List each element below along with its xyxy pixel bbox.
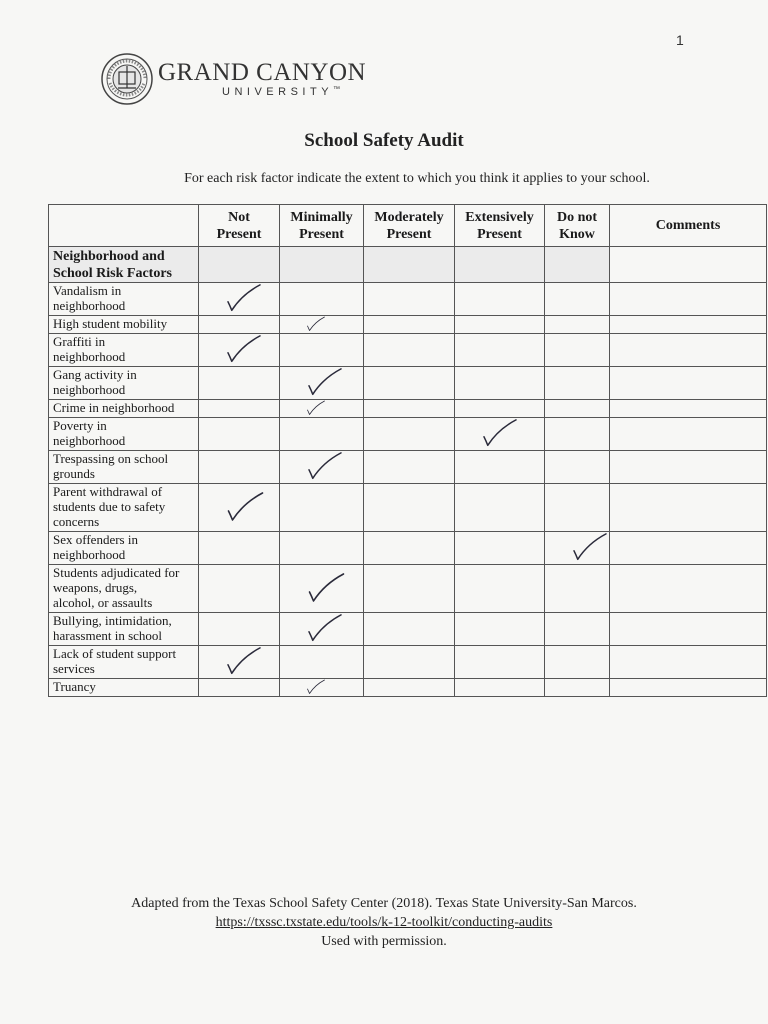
rating-cell[interactable] bbox=[280, 400, 364, 418]
rating-cell[interactable] bbox=[545, 316, 610, 334]
rating-cell[interactable] bbox=[455, 283, 545, 316]
rating-cell[interactable] bbox=[364, 400, 455, 418]
footer-source: Adapted from the Texas School Safety Center (2018). Texas State University-San Marcos. bbox=[131, 896, 637, 911]
risk-factor-label: Students adjudicated for weapons, drugs, alcohol, or assaults bbox=[49, 565, 199, 613]
checkmark-icon bbox=[571, 532, 609, 564]
rating-cell[interactable] bbox=[364, 565, 455, 613]
table-header-row bbox=[49, 205, 767, 247]
rating-cell[interactable] bbox=[280, 451, 364, 484]
checkmark-icon bbox=[225, 334, 263, 366]
rating-cell[interactable] bbox=[364, 418, 455, 451]
rating-cell[interactable] bbox=[280, 613, 364, 646]
safety-audit-table bbox=[48, 204, 767, 697]
rating-cell[interactable] bbox=[545, 451, 610, 484]
risk-factor-label: Vandalism in neighborhood bbox=[49, 283, 199, 316]
rating-cell[interactable] bbox=[199, 451, 280, 484]
rating-cell[interactable] bbox=[364, 367, 455, 400]
logo-sub: UNIVERSITY™ bbox=[222, 86, 341, 98]
rating-cell[interactable] bbox=[455, 646, 545, 679]
risk-factor-label: Crime in neighborhood bbox=[49, 400, 199, 418]
table-row bbox=[49, 532, 767, 565]
rating-cell[interactable] bbox=[280, 334, 364, 367]
rating-cell[interactable] bbox=[199, 283, 280, 316]
comments-cell[interactable] bbox=[610, 679, 767, 697]
university-logo bbox=[100, 52, 366, 106]
rating-cell[interactable] bbox=[545, 334, 610, 367]
rating-cell[interactable] bbox=[455, 484, 545, 532]
rating-cell[interactable] bbox=[280, 532, 364, 565]
rating-cell[interactable] bbox=[364, 451, 455, 484]
header-do-not-know: Do not Know bbox=[545, 205, 610, 247]
footer-link[interactable]: https://txssc.txstate.edu/tools/k-12-toolkit/conducting-audits bbox=[215, 915, 553, 930]
rating-cell[interactable] bbox=[545, 646, 610, 679]
rating-cell[interactable] bbox=[545, 613, 610, 646]
footer-citation bbox=[0, 894, 768, 951]
rating-cell[interactable] bbox=[199, 334, 280, 367]
table-row bbox=[49, 646, 767, 679]
rating-cell[interactable] bbox=[364, 679, 455, 697]
table-row bbox=[49, 283, 767, 316]
checkmark-icon bbox=[225, 283, 263, 315]
table-row bbox=[49, 451, 767, 484]
checkmark-icon bbox=[306, 679, 326, 696]
checkmark-icon bbox=[306, 451, 344, 483]
university-seal-icon bbox=[100, 52, 154, 106]
rating-cell[interactable] bbox=[545, 283, 610, 316]
comments-cell[interactable] bbox=[610, 334, 767, 367]
rating-cell[interactable] bbox=[545, 532, 610, 565]
risk-factor-label: Truancy bbox=[49, 679, 199, 697]
rating-cell[interactable] bbox=[545, 418, 610, 451]
checkmark-icon bbox=[306, 400, 326, 417]
checkmark-icon bbox=[306, 367, 344, 399]
risk-factor-label: Lack of student support services bbox=[49, 646, 199, 679]
checkmark-icon bbox=[225, 646, 263, 678]
rating-cell[interactable] bbox=[364, 316, 455, 334]
rating-cell[interactable] bbox=[455, 613, 545, 646]
comments-cell[interactable] bbox=[610, 418, 767, 451]
table-row bbox=[49, 565, 767, 613]
comments-cell[interactable] bbox=[610, 451, 767, 484]
checkmark-icon bbox=[481, 418, 519, 450]
header-minimally-present: Minimally Present bbox=[280, 205, 364, 247]
rating-cell[interactable] bbox=[455, 451, 545, 484]
rating-cell[interactable] bbox=[545, 484, 610, 532]
logo-name: GRAND CANYON bbox=[158, 59, 367, 86]
rating-cell[interactable] bbox=[280, 646, 364, 679]
risk-factor-label: Poverty in neighborhood bbox=[49, 418, 199, 451]
rating-cell[interactable] bbox=[545, 565, 610, 613]
risk-factor-label: High student mobility bbox=[49, 316, 199, 334]
table-row bbox=[49, 679, 767, 697]
rating-cell[interactable] bbox=[199, 565, 280, 613]
rating-cell[interactable] bbox=[455, 334, 545, 367]
header-not-present: Not Present bbox=[199, 205, 280, 247]
rating-cell[interactable] bbox=[199, 367, 280, 400]
rating-cell[interactable] bbox=[364, 484, 455, 532]
header-moderately-present: Moderately Present bbox=[364, 205, 455, 247]
comments-cell[interactable] bbox=[610, 367, 767, 400]
rating-cell[interactable] bbox=[545, 367, 610, 400]
checkmark-icon bbox=[306, 613, 344, 645]
rating-cell[interactable] bbox=[364, 532, 455, 565]
rating-cell[interactable] bbox=[280, 484, 364, 532]
checkmark-icon bbox=[225, 491, 266, 525]
instructions: For each risk factor indicate the extent to which you think it applies to your school. bbox=[184, 171, 650, 186]
rating-cell[interactable] bbox=[455, 532, 545, 565]
header-extensively-present: Extensively Present bbox=[455, 205, 545, 247]
rating-cell[interactable] bbox=[199, 613, 280, 646]
rating-cell[interactable] bbox=[545, 400, 610, 418]
risk-factor-label: Graffiti in neighborhood bbox=[49, 334, 199, 367]
risk-factor-label: Parent withdrawal of students due to safety concerns bbox=[49, 484, 199, 532]
rating-cell[interactable] bbox=[455, 400, 545, 418]
page-number: 1 bbox=[676, 32, 684, 48]
rating-cell[interactable] bbox=[364, 613, 455, 646]
table-row bbox=[49, 484, 767, 532]
table-row bbox=[49, 367, 767, 400]
table-row bbox=[49, 613, 767, 646]
section-row bbox=[49, 247, 767, 283]
rating-cell[interactable] bbox=[364, 334, 455, 367]
rating-cell[interactable] bbox=[199, 484, 280, 532]
rating-cell[interactable] bbox=[364, 646, 455, 679]
rating-cell[interactable] bbox=[199, 646, 280, 679]
rating-cell[interactable] bbox=[455, 565, 545, 613]
rating-cell[interactable] bbox=[280, 679, 364, 697]
document-title: School Safety Audit bbox=[304, 130, 464, 151]
header-factor bbox=[49, 205, 199, 247]
table-row bbox=[49, 400, 767, 418]
rating-cell[interactable] bbox=[280, 565, 364, 613]
comments-cell[interactable] bbox=[610, 613, 767, 646]
risk-factor-label: Sex offenders in neighborhood bbox=[49, 532, 199, 565]
rating-cell[interactable] bbox=[199, 418, 280, 451]
risk-factor-label: Gang activity in neighborhood bbox=[49, 367, 199, 400]
comments-cell[interactable] bbox=[610, 283, 767, 316]
rating-cell[interactable] bbox=[199, 400, 280, 418]
checkmark-icon bbox=[306, 572, 347, 606]
comments-cell[interactable] bbox=[610, 400, 767, 418]
rating-cell[interactable] bbox=[280, 367, 364, 400]
rating-cell[interactable] bbox=[199, 532, 280, 565]
rating-cell[interactable] bbox=[199, 316, 280, 334]
risk-factor-label: Bullying, intimidation, harassment in school bbox=[49, 613, 199, 646]
rating-cell[interactable] bbox=[199, 679, 280, 697]
section-label: Neighborhood and School Risk Factors bbox=[49, 247, 199, 283]
rating-cell[interactable] bbox=[455, 679, 545, 697]
rating-cell[interactable] bbox=[364, 283, 455, 316]
rating-cell[interactable] bbox=[280, 316, 364, 334]
comments-cell[interactable] bbox=[610, 484, 767, 532]
footer-permission: Used with permission. bbox=[321, 934, 447, 949]
checkmark-icon bbox=[306, 316, 326, 333]
rating-cell[interactable] bbox=[455, 367, 545, 400]
comments-cell[interactable] bbox=[610, 532, 767, 565]
rating-cell[interactable] bbox=[280, 418, 364, 451]
table-row bbox=[49, 316, 767, 334]
rating-cell[interactable] bbox=[280, 283, 364, 316]
header-comments: Comments bbox=[610, 205, 767, 247]
table-row bbox=[49, 334, 767, 367]
table-row bbox=[49, 418, 767, 451]
rating-cell[interactable] bbox=[455, 418, 545, 451]
comments-cell[interactable] bbox=[610, 646, 767, 679]
comments-cell[interactable] bbox=[610, 565, 767, 613]
rating-cell[interactable] bbox=[455, 316, 545, 334]
comments-cell[interactable] bbox=[610, 316, 767, 334]
rating-cell[interactable] bbox=[545, 679, 610, 697]
risk-factor-label: Trespassing on school grounds bbox=[49, 451, 199, 484]
